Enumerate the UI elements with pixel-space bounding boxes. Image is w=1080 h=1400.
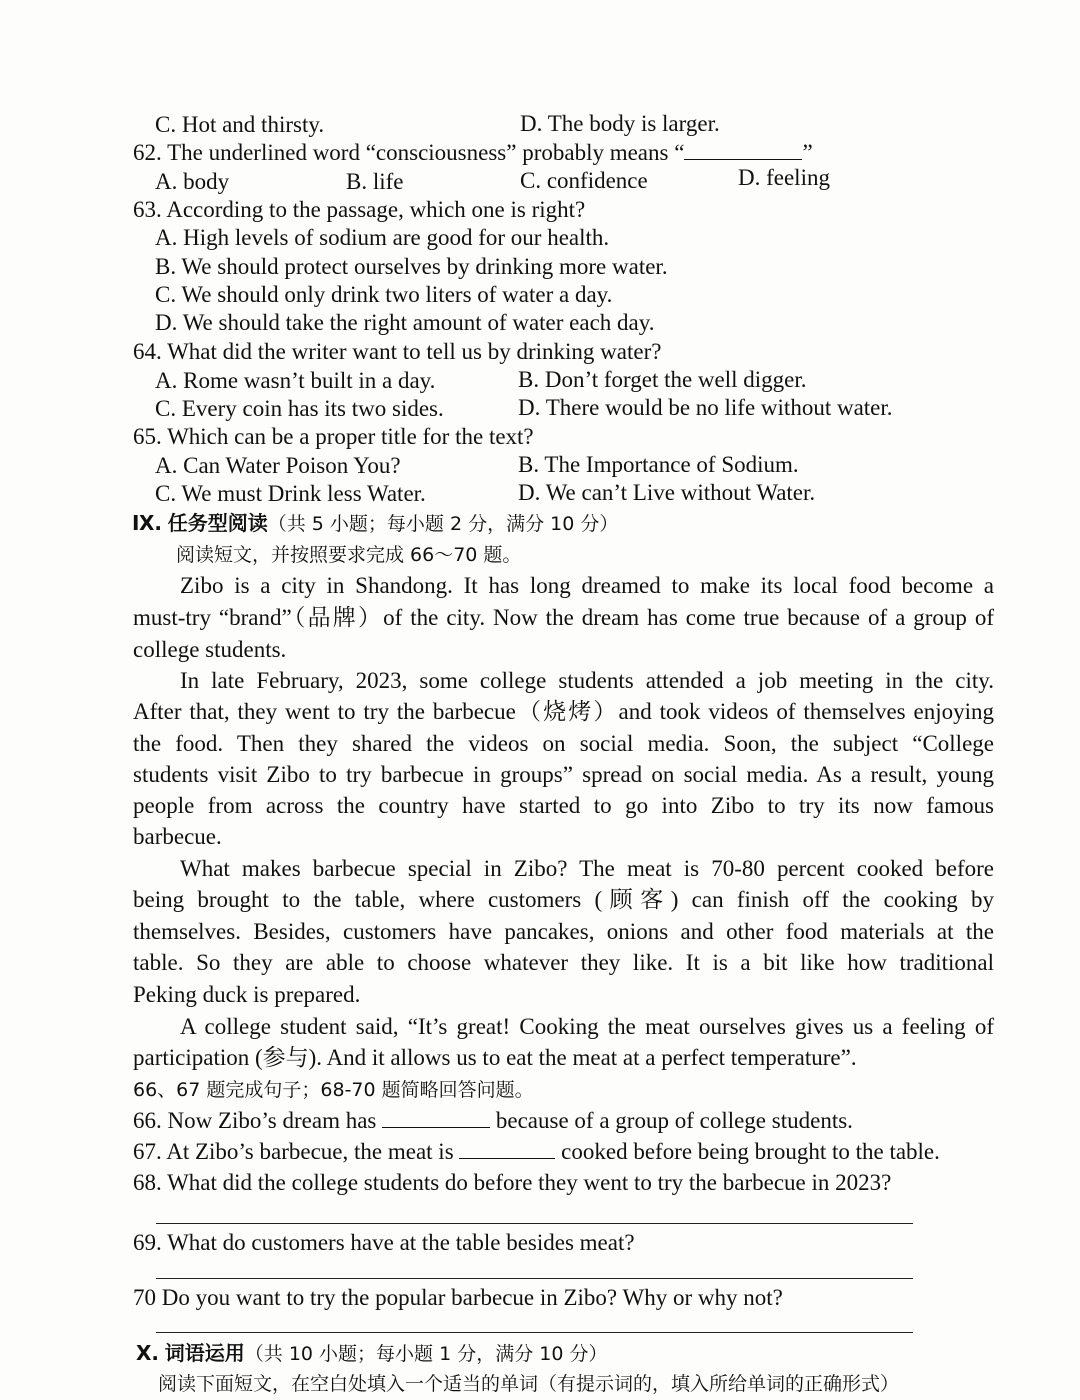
section-9-instruction: 阅读短文，并按照要求完成 66～70 题。 <box>176 544 522 566</box>
q67-text-after: cooked before being brought to the table. <box>561 1139 940 1164</box>
q70-answer-line[interactable] <box>156 1332 913 1333</box>
passage-p1-line-2: must-try “brand”（品牌）of the city. Now the dream has come true because of a group of <box>133 605 994 630</box>
passage-p1-line-1: Zibo is a city in Shandong. It has long dreamed to make its local food become a <box>180 573 994 598</box>
passage-p2-line-3: the food. Then they shared the videos on social media. Soon, the subject “College <box>133 731 994 756</box>
q64-option-d: D. There would be no life without water. <box>518 395 893 420</box>
q61-option-c: C. Hot and thirsty. <box>155 112 325 137</box>
q68-stem: 68. What did the college students do before they went to try the barbecue in 2023? <box>133 1170 892 1195</box>
section-9-number: Ⅸ. <box>132 511 163 535</box>
passage-p3-line-4: table. So they are able to choose whatever they like. It is a bit like how traditional <box>133 950 994 975</box>
q66-text-before: 66. Now Zibo’s dream has <box>133 1108 377 1133</box>
passage-p2-line-6: barbecue. <box>133 824 222 849</box>
q68-answer-line[interactable] <box>156 1223 913 1224</box>
q64-stem: 64. What did the writer want to tell us by drinking water? <box>133 339 662 364</box>
section-9-heading <box>132 509 618 538</box>
q64-option-b: B. Don’t forget the well digger. <box>518 367 807 392</box>
q63-option-c: C. We should only drink two liters of water a day. <box>155 282 613 307</box>
q66-answer-blank[interactable] <box>382 1107 490 1128</box>
passage-p1-line-3: college students. <box>133 637 287 662</box>
q66 <box>133 1107 853 1135</box>
section-9-score: （共 5 小题；每小题 2 分，满分 10 分） <box>267 513 619 535</box>
q62-option-a: A. body <box>155 169 230 194</box>
passage-p2-line-2: After that, they went to try the barbecue（烧烤）and took videos of themselves enjoying <box>133 699 994 724</box>
section-10-instruction: 阅读下面短文，在空白处填入一个适当的单词（有提示词的，填入所给单词的正确形式） <box>158 1373 900 1395</box>
section-10-title: 词语运用 <box>164 1341 245 1365</box>
q63-option-d: D. We should take the right amount of water each day. <box>155 310 655 335</box>
q66-text-after: because of a group of college students. <box>495 1108 853 1133</box>
section-9-title: 任务型阅读 <box>167 511 268 535</box>
q62-stem <box>133 139 813 167</box>
task-instruction: 66、67 题完成句子；68-70 题简略回答问题。 <box>133 1079 534 1101</box>
q69-stem: 69. What do customers have at the table besides meat? <box>133 1230 635 1255</box>
section-10-heading <box>136 1339 607 1368</box>
q70-stem: 70 Do you want to try the popular barbecue in Zibo? Why or why not? <box>133 1285 783 1310</box>
q65-option-b: B. The Importance of Sodium. <box>518 452 799 477</box>
q63-option-b: B. We should protect ourselves by drinking more water. <box>155 254 668 279</box>
q63-stem: 63. According to the passage, which one is right? <box>133 197 586 222</box>
q62-option-c: C. confidence <box>520 168 648 193</box>
q64-option-a: A. Rome wasn’t built in a day. <box>155 368 436 393</box>
q63-option-a: A. High levels of sodium are good for our health. <box>155 225 610 250</box>
passage-p3-line-1: What makes barbecue special in Zibo? The meat is 70-80 percent cooked before <box>180 856 994 881</box>
q62-stem-text: 62. The underlined word “consciousness” probably means “ <box>133 140 685 165</box>
q62-answer-blank <box>684 139 802 160</box>
passage-p4-line-1: A college student said, “It’s great! Cooking the meat ourselves gives us a feeling of <box>180 1014 994 1039</box>
passage-p3-line-2: being brought to the table, where customers (顾客) can finish off the cooking by <box>133 887 994 912</box>
q65-option-a: A. Can Water Poison You? <box>155 453 401 478</box>
passage-p3-line-3: themselves. Besides, customers have pancakes, onions and other food materials at the <box>133 919 994 944</box>
section-10-score: （共 10 小题；每小题 1 分，满分 10 分） <box>244 1343 608 1365</box>
passage-p2-line-4: students visit Zibo to try barbecue in groups” spread on social media. As a result, young <box>133 762 994 787</box>
passage-p2-line-1: In late February, 2023, some college students attended a job meeting in the city. <box>180 668 994 693</box>
q69-answer-line[interactable] <box>156 1278 913 1279</box>
q65-option-d: D. We can’t Live without Water. <box>518 480 816 505</box>
q61-option-d: D. The body is larger. <box>520 111 720 136</box>
passage-p4-line-2: participation (参与). And it allows us to eat the meat at a perfect temperature”. <box>133 1045 857 1070</box>
q62-option-b: B. life <box>346 169 404 194</box>
passage-p2-line-5: people from across the country have started to go into Zibo to try its now famous <box>133 793 994 818</box>
q65-option-c: C. We must Drink less Water. <box>155 481 426 506</box>
passage-p3-line-5: Peking duck is prepared. <box>133 982 361 1007</box>
section-10-number: X. <box>136 1341 160 1365</box>
q67-answer-blank[interactable] <box>459 1138 555 1159</box>
q65-stem: 65. Which can be a proper title for the text? <box>133 424 534 449</box>
q64-option-c: C. Every coin has its two sides. <box>155 396 444 421</box>
q62-option-d: D. feeling <box>738 165 830 190</box>
q67 <box>133 1138 940 1166</box>
q62-close-quote: ” <box>802 140 813 165</box>
q67-text-before: 67. At Zibo’s barbecue, the meat is <box>133 1139 454 1164</box>
